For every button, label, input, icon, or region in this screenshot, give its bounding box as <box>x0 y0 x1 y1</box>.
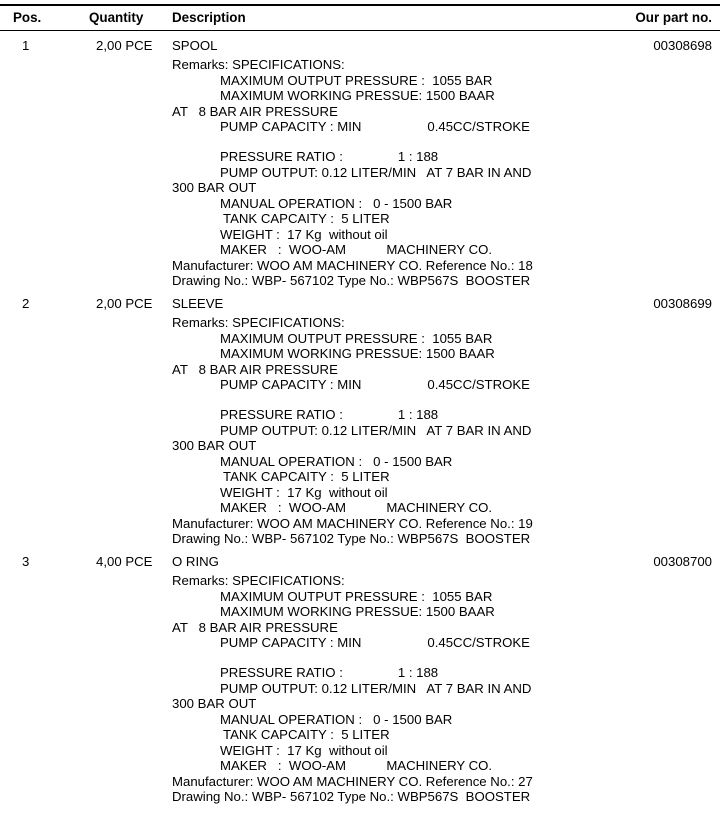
remarks-line: MANUAL OPERATION : 0 - 1500 BAR <box>220 195 453 211</box>
remarks-line: Drawing No.: WBP- 567102 Type No.: WBP567S BOOSTER <box>172 531 531 546</box>
item-description: O RING <box>172 554 219 569</box>
remarks-line: Manufacturer: WOO AM MACHINERY CO. Reference No.: 27 <box>172 773 533 789</box>
remarks-line: MAXIMUM OUTPUT PRESSURE : 1055 BAR <box>220 72 493 88</box>
item-part-no: 00308698 <box>653 38 712 53</box>
item-quantity: 4,00 PCE <box>96 554 153 569</box>
remarks-line: MAKER : WOO-AM MACHINERY CO. <box>220 758 493 773</box>
remarks-line: Drawing No.: WBP- 567102 Type No.: WBP567S BOOSTER <box>172 789 531 804</box>
remarks-line: MAKER : WOO-AM MACHINERY CO. <box>220 500 493 515</box>
item-pos: 1 <box>22 38 30 53</box>
item-pos: 2 <box>22 296 30 311</box>
remarks-line: 300 BAR OUT <box>172 180 257 195</box>
header-quantity: Quantity <box>89 10 144 25</box>
item-part-no: 00308700 <box>653 554 712 569</box>
remarks-line: MANUAL OPERATION : 0 - 1500 BAR <box>220 453 453 469</box>
header-part-no: Our part no. <box>635 10 712 25</box>
item-quantity: 2,00 PCE <box>96 38 153 53</box>
remarks-line: AT 8 BAR AIR PRESSURE <box>172 361 338 377</box>
remarks-line: MANUAL OPERATION : 0 - 1500 BAR <box>220 711 453 727</box>
remarks-line: Remarks: SPECIFICATIONS: <box>172 57 345 72</box>
remarks-line: WEIGHT : 17 Kg without oil <box>220 742 388 758</box>
remarks-line: PUMP CAPACITY : MIN 0.45CC/STROKE <box>220 635 530 650</box>
remarks-line: MAXIMUM WORKING PRESSUE: 1500 BAAR <box>220 88 495 103</box>
remarks-line: TANK CAPCAITY : 5 LITER <box>223 211 390 226</box>
remarks-line: PUMP OUTPUT: 0.12 LITER/MIN AT 7 BAR IN AND <box>220 422 532 438</box>
remarks-line: WEIGHT : 17 Kg without oil <box>220 226 388 242</box>
remarks-line: TANK CAPCAITY : 5 LITER <box>223 469 390 484</box>
remarks-line: 300 BAR OUT <box>172 696 257 711</box>
item-quantity: 2,00 PCE <box>96 296 153 311</box>
remarks-line: PUMP CAPACITY : MIN 0.45CC/STROKE <box>220 377 530 392</box>
remarks-line: AT 8 BAR AIR PRESSURE <box>172 103 338 119</box>
item-pos: 3 <box>22 554 30 569</box>
header-pos: Pos. <box>13 10 42 25</box>
remarks-line: MAXIMUM OUTPUT PRESSURE : 1055 BAR <box>220 588 493 604</box>
top-rule <box>0 4 720 6</box>
remarks-line: PRESSURE RATIO : 1 : 188 <box>220 665 439 680</box>
remarks-line: PRESSURE RATIO : 1 : 188 <box>220 149 439 164</box>
remarks-line: TANK CAPCAITY : 5 LITER <box>223 727 390 742</box>
remarks-line: Manufacturer: WOO AM MACHINERY CO. Reference No.: 18 <box>172 257 533 273</box>
remarks-line: PUMP OUTPUT: 0.12 LITER/MIN AT 7 BAR IN AND <box>220 680 532 696</box>
remarks-line: WEIGHT : 17 Kg without oil <box>220 484 388 500</box>
remarks-line: PUMP OUTPUT: 0.12 LITER/MIN AT 7 BAR IN AND <box>220 164 532 180</box>
item-description: SPOOL <box>172 38 218 53</box>
remarks-line: Manufacturer: WOO AM MACHINERY CO. Reference No.: 19 <box>172 515 533 531</box>
remarks-line: Remarks: SPECIFICATIONS: <box>172 315 345 330</box>
remarks-line: AT 8 BAR AIR PRESSURE <box>172 619 338 635</box>
header-rule <box>0 30 720 31</box>
remarks-line: MAXIMUM OUTPUT PRESSURE : 1055 BAR <box>220 330 493 346</box>
remarks-line: Drawing No.: WBP- 567102 Type No.: WBP567S BOOSTER <box>172 273 531 288</box>
remarks-line: MAXIMUM WORKING PRESSUE: 1500 BAAR <box>220 604 495 619</box>
remarks-line: Remarks: SPECIFICATIONS: <box>172 573 345 588</box>
item-part-no: 00308699 <box>653 296 712 311</box>
remarks-line: 300 BAR OUT <box>172 438 257 453</box>
remarks-line: MAXIMUM WORKING PRESSUE: 1500 BAAR <box>220 346 495 361</box>
remarks-line: PUMP CAPACITY : MIN 0.45CC/STROKE <box>220 119 530 134</box>
remarks-line: PRESSURE RATIO : 1 : 188 <box>220 407 439 422</box>
remarks-line: MAKER : WOO-AM MACHINERY CO. <box>220 242 493 257</box>
header-description: Description <box>172 10 246 25</box>
item-description: SLEEVE <box>172 296 224 311</box>
